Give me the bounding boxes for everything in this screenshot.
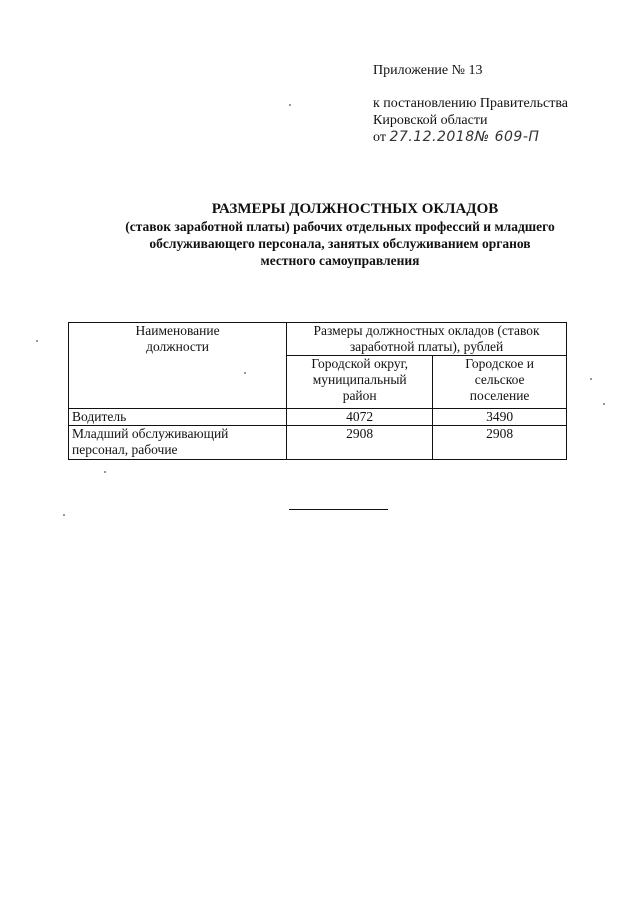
position-name: Водитель	[72, 409, 127, 424]
title-subtitle-line2: обслуживающего персонала, занятых обслуживанием органов	[149, 236, 531, 251]
header-position-name-line1: Наименование	[135, 323, 220, 338]
header-salary-group-line1: Размеры должностных окладов (ставок	[313, 323, 540, 338]
header-settlement-line1: Городское и	[465, 356, 534, 371]
position-name-line2: персонал, рабочие	[72, 442, 178, 457]
header-city-district-line3: район	[342, 388, 377, 403]
appendix-number: Приложение № 13	[373, 63, 483, 78]
scan-speck	[590, 378, 592, 380]
title-subtitle-line3: местного самоуправления	[260, 253, 420, 268]
scan-speck	[36, 340, 38, 342]
header-city-district-line2: муниципальный	[312, 372, 407, 387]
header-salary-group	[287, 323, 567, 356]
title-main: РАЗМЕРЫ ДОЛЖНОСТНЫХ ОКЛАДОВ	[211, 201, 499, 217]
header-salary-group-line2: заработной платы), рублей	[349, 339, 504, 354]
salary-city-district-cell: 4072	[287, 409, 433, 426]
resolution-reference: к постановлению Правительства	[373, 96, 569, 111]
header-position-name-line2: должности	[146, 339, 210, 354]
scan-speck	[63, 514, 65, 516]
header-settlement-line2: сельское	[474, 372, 525, 387]
header-settlement-line3: поселение	[469, 388, 530, 403]
table-row	[69, 426, 567, 460]
header-city-district	[287, 356, 433, 409]
header-city-district-line1: Городской округ,	[311, 356, 408, 371]
scan-speck	[244, 372, 246, 374]
position-name-line1: Младший обслуживающий	[72, 426, 229, 441]
position-name-cell	[69, 426, 287, 460]
title-subtitle-line1: (ставок заработной платы) рабочих отдельных профессий и младшего	[125, 219, 555, 234]
header-settlement	[433, 356, 567, 409]
date-prefix: от	[373, 130, 386, 145]
table-row	[69, 409, 567, 426]
salary-settlement-cell: 2908	[433, 426, 567, 460]
salary-table	[68, 322, 567, 460]
end-of-document-rule	[289, 509, 388, 510]
resolution-date-line	[373, 129, 613, 146]
scan-speck	[104, 471, 106, 473]
document-title	[60, 200, 620, 269]
salary-settlement-cell: 3490	[433, 409, 567, 426]
scan-speck	[289, 104, 291, 106]
handwritten-date-number: 27.12.2018№ 609-П	[389, 129, 540, 145]
table-header-row	[69, 323, 567, 356]
scan-speck	[603, 403, 605, 405]
header-position-name	[69, 323, 287, 409]
appendix-header	[373, 62, 613, 146]
position-name-cell	[69, 409, 287, 426]
region-name: Кировской области	[373, 113, 488, 128]
salary-city-district-cell: 2908	[287, 426, 433, 460]
